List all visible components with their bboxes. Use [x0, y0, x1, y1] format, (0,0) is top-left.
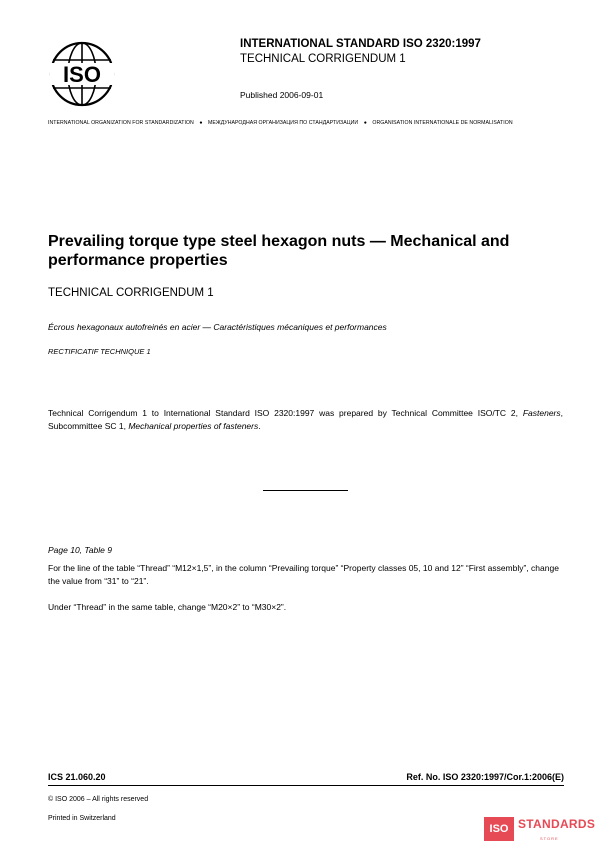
published-date: Published 2006-09-01	[240, 90, 324, 100]
reference-number: Ref. No. ISO 2320:1997/Cor.1:2006(E)	[406, 772, 564, 782]
title-line-2: performance properties	[48, 252, 228, 269]
french-title: Écrous hexagonaux autofreinés en acier — Caractéristiques mécaniques et performances	[48, 322, 387, 332]
section-divider	[263, 490, 348, 491]
printed-location: Printed in Switzerland	[48, 815, 116, 822]
badge-iso-block	[484, 817, 514, 841]
logo-text: ISO	[63, 62, 101, 87]
badge-iso-text: ISO	[489, 823, 509, 835]
corrigendum-subtitle: TECHNICAL CORRIGENDUM 1	[240, 53, 406, 65]
bullet-separator: ●	[199, 120, 203, 126]
correction-paragraph-2: Under “Thread” in the same table, change “M20×2” to “M30×2”.	[48, 602, 287, 612]
intro-text: .	[258, 421, 261, 431]
badge-store-text: STORE	[540, 836, 559, 841]
standard-title: INTERNATIONAL STANDARD ISO 2320:1997	[240, 38, 481, 50]
organization-line	[48, 120, 513, 126]
footer-divider	[48, 785, 564, 786]
org-name-fr: ORGANISATION INTERNATIONALE DE NORMALISATION	[372, 120, 513, 126]
intro-paragraph	[48, 407, 563, 433]
iso-standards-store-badge[interactable]	[484, 815, 594, 847]
org-name-en: INTERNATIONAL ORGANIZATION FOR STANDARDIZATION	[48, 120, 194, 126]
org-name-ru: МЕЖДУНАРОДНАЯ ОРГАНИЗАЦИЯ ПО СТАНДАРТИЗАЦИИ	[208, 120, 359, 126]
title-line-1: Prevailing torque type steel hexagon nuts — Mechanical and	[48, 233, 510, 250]
document-title	[48, 232, 548, 270]
badge-standards-text: STANDARDS	[518, 817, 596, 831]
copyright: © ISO 2006 – All rights reserved	[48, 796, 149, 803]
subcommittee-name: Mechanical properties of fasteners	[128, 421, 259, 431]
correction-paragraph-1: For the line of the table “Thread” “M12×1,5”, in the column “Prevailing torque” “Property classes 05, 10 and 12” “First assembly”, change the value from “31” to “21”.	[48, 563, 559, 586]
corrigendum-heading: TECHNICAL CORRIGENDUM 1	[48, 287, 214, 299]
committee-name: Fasteners	[522, 408, 561, 418]
french-corrigendum: RECTIFICATIF TECHNIQUE 1	[48, 347, 151, 356]
intro-text: Technical Corrigendum 1 to International Standard ISO 2320:1997 was prepared by Technical Committee ISO/TC 2,	[48, 408, 523, 418]
table-reference: Page 10, Table 9	[48, 545, 112, 555]
bullet-separator: ●	[363, 120, 367, 126]
ics-code: ICS 21.060.20	[48, 772, 106, 782]
intro-text: , Subcommittee SC 1,	[48, 408, 563, 431]
iso-logo	[48, 40, 116, 108]
